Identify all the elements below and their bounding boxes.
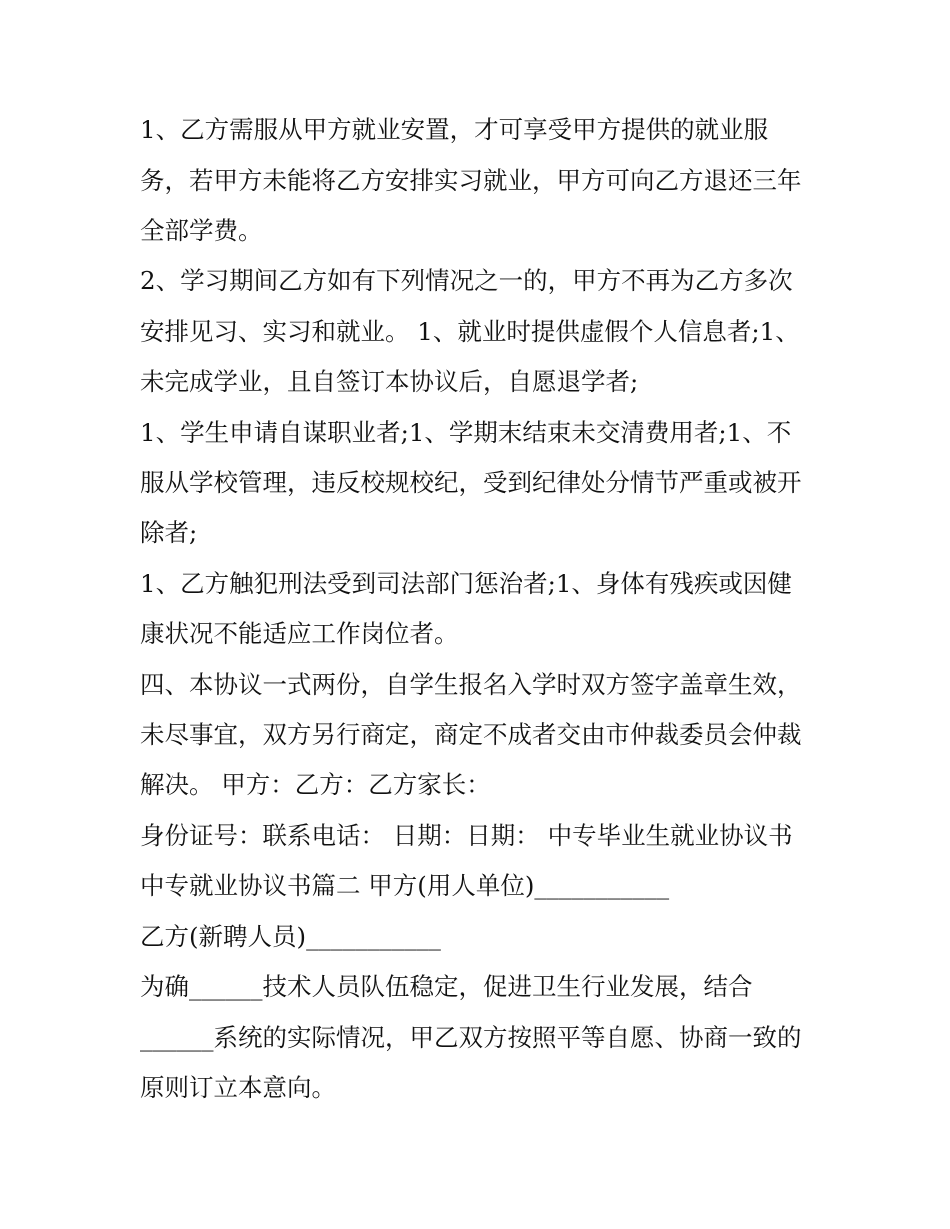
text-line: 原则订立本意向。: [140, 1073, 336, 1102]
text-line: 1、学生申请自谋职业者;1、学期末结束未交清费用者;1、不: [140, 418, 792, 447]
text-line: 安排见习、实习和就业。 1、就业时提供虚假个人信息者;1、: [140, 317, 800, 346]
text-line: 1、乙方触犯刑法受到司法部门惩治者;1、身体有残疾或因健: [140, 569, 792, 598]
text-line: 未完成学业，且自签订本协议后，自愿退学者;: [140, 367, 639, 396]
text-line: 康状况不能适应工作岗位者。: [140, 619, 459, 648]
text-line: 为确______技术人员队伍稳定，促进卫生行业发展，结合: [140, 972, 753, 1001]
text-line: 2、学习期间乙方如有下列情况之一的，甲方不再为乙方多次: [140, 266, 793, 295]
text-line: 1、乙方需服从甲方就业安置，才可享受甲方提供的就业服: [140, 115, 769, 144]
text-line: 解决。 甲方：乙方：乙方家长：: [140, 770, 491, 799]
text-line: 身份证号：联系电话： 日期：日期： 中专毕业生就业协议书: [140, 821, 793, 850]
text-line: 除者;: [140, 518, 198, 547]
text-line: 乙方(新聘人员)___________: [140, 922, 441, 951]
text-line: 全部学费。: [140, 216, 263, 245]
text-line: 未尽事宜，双方另行商定，商定不成者交由市仲裁委员会仲裁: [140, 720, 802, 749]
text-line: 四、本协议一式两份，自学生报名入学时双方签字盖章生效，: [140, 670, 802, 699]
text-line: 中专就业协议书篇二 甲方(用人单位)___________: [140, 871, 670, 900]
text-line: 服从学校管理，违反校规校纪，受到纪律处分情节严重或被开: [140, 468, 802, 497]
text-line: ______系统的实际情况，甲乙双方按照平等自愿、协商一致的: [140, 1023, 802, 1052]
text-line: 务，若甲方未能将乙方安排实习就业，甲方可向乙方退还三年: [140, 166, 802, 195]
